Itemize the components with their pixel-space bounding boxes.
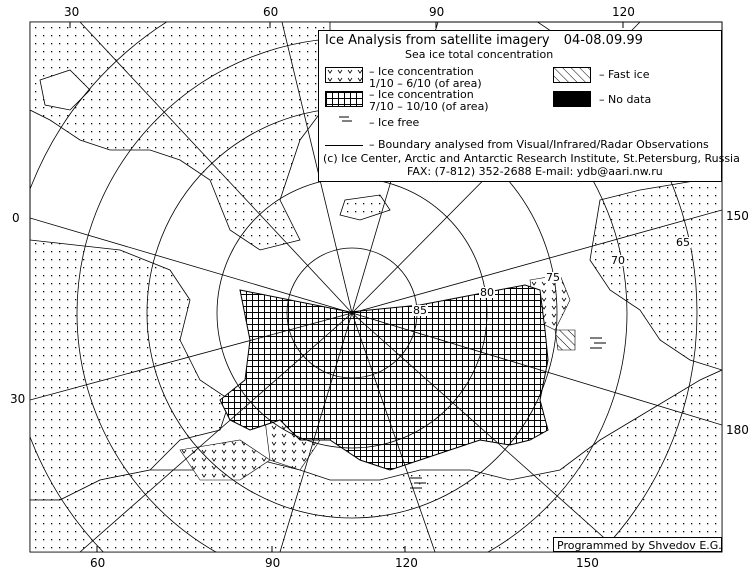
- legend-no-data: – No data: [599, 93, 652, 106]
- latitude-label: 70: [611, 254, 625, 267]
- legend: [318, 30, 740, 182]
- legend-high-conc: [369, 89, 489, 113]
- legend-title: [325, 34, 643, 48]
- fast-ice: [555, 330, 575, 350]
- latitude-label: 85: [413, 304, 427, 317]
- legend-copyright: (c) Ice Center, Arctic and Antarctic Research Institute, St.Petersburg, Russia: [323, 152, 740, 165]
- grid-pattern-icon: [325, 91, 363, 107]
- latitude-label: 80: [480, 286, 494, 299]
- ice-free-dash-icon: [339, 115, 353, 125]
- legend-date: 04-08.09.99: [563, 33, 643, 48]
- latitude-label: 75: [546, 271, 560, 284]
- legend-ice-free: – Ice free: [369, 116, 420, 129]
- hatch-pattern-icon: [553, 67, 591, 83]
- legend-high-conc-line2: 7/10 – 10/10 (of area): [369, 100, 489, 113]
- legend-low-conc: [369, 66, 482, 90]
- latitude-label: 65: [676, 236, 690, 249]
- axis-top-label: 30: [64, 5, 80, 19]
- legend-subtitle: Sea ice total concentration: [405, 48, 554, 61]
- axis-left-label: 30: [10, 392, 26, 406]
- v-pattern-icon: [325, 67, 363, 83]
- legend-high-conc-line1: – Ice concentration: [369, 88, 474, 101]
- axis-top-label: 60: [263, 5, 279, 19]
- legend-fast-ice: – Fast ice: [599, 68, 650, 81]
- legend-low-conc-line2: 1/10 – 6/10 (of area): [369, 77, 482, 90]
- legend-boundary: – Boundary analysed from Visual/Infrared/Radar Observations: [369, 138, 709, 151]
- axis-bottom-label: 60: [90, 556, 106, 570]
- axis-top-label: 120: [612, 5, 635, 19]
- axis-bottom-label: 120: [395, 556, 418, 570]
- legend-title-text: Ice Analysis from satellite imagery: [325, 33, 550, 48]
- legend-contact: FAX: (7-812) 352-2688 E-mail: ydb@aari.nw.ru: [407, 165, 663, 178]
- credit-box: Programmed by Shvedov E.G.: [553, 537, 722, 552]
- boundary-line-icon: [325, 145, 363, 146]
- axis-top-label: 90: [429, 5, 445, 19]
- axis-right-label: 180: [726, 423, 749, 437]
- no-data-icon: [553, 91, 591, 107]
- axis-right-label: 150: [726, 209, 749, 223]
- axis-left-label: 0: [12, 211, 20, 225]
- axis-bottom-label: 90: [265, 556, 281, 570]
- legend-low-conc-line1: – Ice concentration: [369, 65, 474, 78]
- axis-bottom-label: 150: [576, 556, 599, 570]
